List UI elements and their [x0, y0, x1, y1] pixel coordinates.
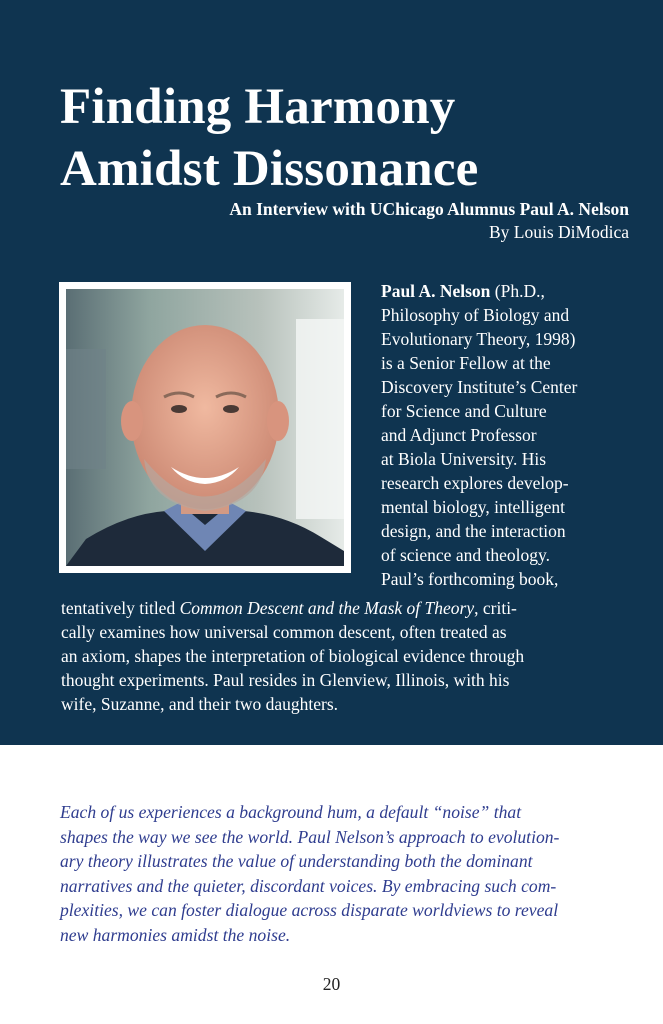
bio-line: tentatively titled Common Descent and the Mask of Theory, criti-: [61, 598, 517, 618]
quote-line: plexities, we can foster dialogue across disparate worldviews to reveal: [60, 900, 559, 920]
quote-line: ary theory illustrates the value of understanding both the dominant: [60, 851, 533, 871]
quote-line: Each of us experiences a background hum, a default “noise” that: [60, 802, 522, 822]
quote-line: new harmonies amidst the noise.: [60, 924, 291, 945]
bio-name: Paul A. Nelson: [381, 281, 491, 301]
bio-line: wife, Suzanne, and their two daughters.: [61, 694, 339, 714]
bio-line: research explores develop-: [381, 473, 569, 493]
book-title: Common Descent and the Mask of Theory: [179, 598, 475, 618]
bio-line: Paul’s forthcoming book,: [381, 569, 559, 589]
bio-line: for Science and Culture: [381, 401, 547, 421]
portrait-photo-frame: [59, 282, 351, 573]
title-line: Amidst Dissonance: [60, 141, 479, 197]
bio-line: thought experiments. Paul resides in Glenview, Illinois, with his: [61, 670, 510, 690]
quote-line: shapes the way we see the world. Paul Nelson’s approach to evolution-: [60, 826, 560, 847]
bio-line: and Adjunct Professor: [381, 425, 537, 445]
bio-line: cally examines how universal common descent, often treated as: [61, 622, 507, 642]
bio-line: mental biology, intelligent: [381, 497, 566, 517]
bio-line: is a Senior Fellow at the: [381, 353, 551, 373]
author-byline: By Louis DiModica: [489, 222, 629, 242]
bio-line: Evolutionary Theory, 1998): [381, 329, 576, 349]
bio-line: Discovery Institute’s Center: [381, 377, 578, 397]
pull-quote: [60, 800, 620, 947]
bio-line: at Biola University. His: [381, 449, 547, 469]
bio-line: Paul A. Nelson (Ph.D.,: [381, 281, 545, 301]
bio-line: of science and theology.: [381, 545, 550, 565]
quote-line: narratives and the quieter, discordant voices. By embracing such com-: [60, 875, 557, 896]
bio-line: Philosophy of Biology and: [381, 305, 570, 325]
portrait-photo: [66, 289, 344, 566]
article-title: [60, 76, 479, 200]
title-line: Finding Harmony: [60, 79, 456, 135]
bio-line: an axiom, shapes the interpretation of biological evidence through: [61, 646, 525, 666]
page-number: 20: [322, 974, 341, 994]
article-subtitle: An Interview with UChicago Alumnus Paul A. Nelson: [229, 199, 629, 219]
bio-line: design, and the interaction: [381, 521, 566, 541]
